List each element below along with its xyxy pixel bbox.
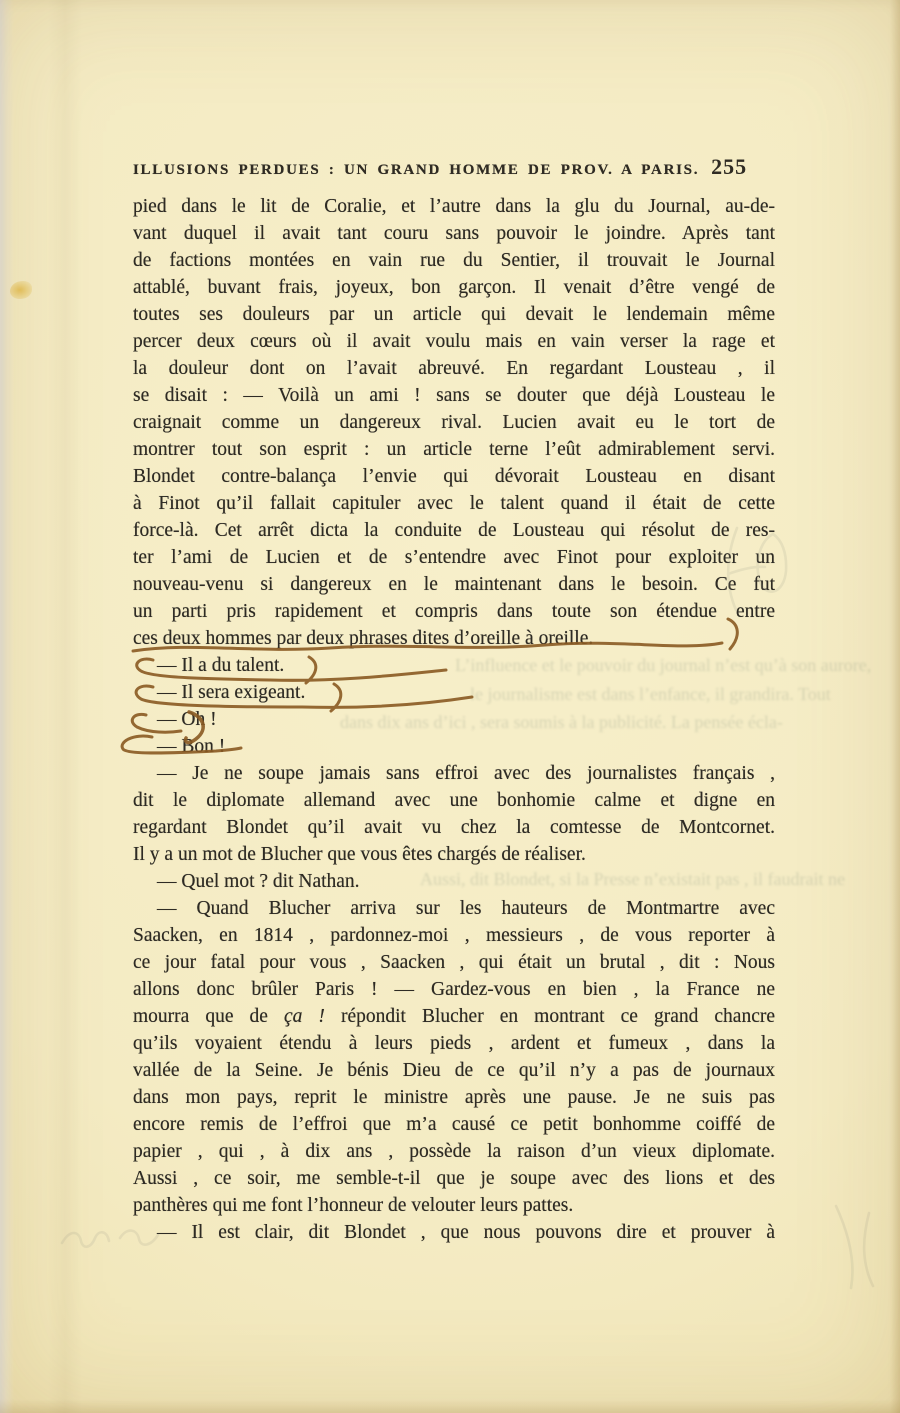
text-line: toutes ses douleurs par un article qui devait le lendemain même: [133, 304, 775, 325]
text-line: — Oh !: [157, 709, 217, 730]
text-line: attablé, buvant frais, joyeux, bon garçon. Il venait d’être vengé de: [133, 277, 775, 298]
text-line: — Quand Blucher arriva sur les hauteurs de Montmartre avec: [157, 898, 775, 919]
text-line: nouveau-venu si dangereux en le maintenant dans le besoin. Ce fut: [133, 574, 775, 595]
text-line: ce jour fatal pour vous , Saacken , qui était un brutal , dit : Nous: [133, 952, 775, 973]
text-line: qu’ils voyaient étendu à leurs pieds , ardent et fumeux , dans la: [133, 1033, 775, 1054]
text-line: Aussi , ce soir, me semble-t-il que je soupe avec des lions et des: [133, 1168, 775, 1189]
text-line: — Il est clair, dit Blondet , que nous pouvons dire et prouver à: [157, 1222, 775, 1243]
text-line: allons donc brûler Paris ! — Gardez-vous en bien , la France ne: [133, 979, 775, 1000]
page-showthrough: le journalisme est dans l’enfance, il grandira. Tout: [470, 684, 831, 704]
text-line: dit le diplomate allemand avec une bonhomie calme et digne en: [133, 790, 775, 811]
faded-handwriting-bottom-right: [836, 1206, 873, 1288]
paper-stain: [10, 281, 32, 299]
text-line: — Bon !: [157, 736, 226, 757]
text-line: se disait : — Voilà un ami ! sans se douter que déjà Lousteau le: [133, 385, 775, 406]
text-line: ces deux hommes par deux phrases dites d’oreille à oreille.: [133, 628, 594, 649]
text-line: panthères qui me font l’honneur de velouter leurs pattes.: [133, 1195, 574, 1216]
paper-crease: [48, 0, 82, 1413]
text-line: un parti pris rapidement et compris dans toute son étendue entre: [133, 601, 775, 622]
text-line: vant duquel il avait tant couru sans pouvoir le joindre. Après tant: [133, 223, 775, 244]
text-line: mourra que de ça ! répondit Blucher en montrant ce grand chancre: [133, 1006, 775, 1027]
page-right-edge: [890, 0, 900, 1413]
text-line: montrer tout son esprit : un article terne l’eût admirablement servi.: [133, 439, 775, 460]
text-line: encore remis de l’effroi que m’a causé ce petit bonhomme coiffé de: [133, 1114, 775, 1135]
text-line: percer deux cœurs où il avait voulu mais en vain verser la rage et: [133, 331, 775, 352]
page-text: [133, 193, 775, 1246]
text-line: Il y a un mot de Blucher que vous êtes chargés de réaliser.: [133, 844, 586, 865]
page-showthrough: L’influence et le pouvoir du journal n’est qu’à son aurore,: [455, 655, 872, 675]
text-line: Blondet contre-balança l’envie qui dévorait Lousteau en disant: [133, 466, 775, 487]
text-line: — Quel mot ? dit Nathan.: [157, 871, 360, 892]
text-line: pied dans le lit de Coralie, et l’autre dans la glu du Journal, au-de-: [133, 196, 775, 217]
text-line: la douleur dont on l’avait abreuvé. En regardant Lousteau , il: [133, 358, 775, 379]
text-line: regardant Blondet qu’il avait vu chez la comtesse de Montcornet.: [133, 817, 775, 838]
text-line: papier , qui , à dix ans , possède la raison d’un vieux diplomate.: [133, 1141, 775, 1162]
running-title: ILLUSIONS PERDUES : UN GRAND HOMME DE PROV. A PARIS.: [133, 162, 700, 178]
text-line: Saacken, en 1814 , pardonnez-moi , messieurs , de vous reporter à: [133, 925, 775, 946]
text-line: force-là. Cet arrêt dicta la conduite de Lousteau qui résolut de res-: [133, 520, 775, 541]
text-line: vallée de la Seine. Je bénis Dieu de ce qu’il n’y a pas de journaux: [133, 1060, 775, 1081]
page-number: 255: [711, 154, 748, 179]
page-showthrough: dans dix ans d’ici , sera soumis à la publicité. La pensée écla-: [340, 712, 783, 732]
text-line: de factions montées en vain rue du Sentier, il trouvait le Journal: [133, 250, 775, 271]
text-line: — Il a du talent.: [157, 655, 285, 676]
text-line: craignait comme un dangereux rival. Lucien avait eu le tort de: [133, 412, 775, 433]
text-line: à Finot qu’il fallait capituler avec le talent quand il était de cette: [133, 493, 775, 514]
page-left-edge: [0, 0, 14, 1413]
page-bottom-edge: [0, 1399, 900, 1413]
text-line: — Il sera exigeant.: [157, 682, 306, 703]
running-header: [133, 154, 793, 180]
page-showthrough: Aussi, dit Blondet, si la Presse n’existait pas , il faudrait ne: [420, 869, 845, 889]
text-line: — Je ne soupe jamais sans effroi avec des journalistes français ,: [157, 763, 775, 784]
text-line: dans mon pays, reprit le ministre après une pause. Je ne suis pas: [133, 1087, 775, 1108]
text-line: ter l’ami de Lucien et de s’entendre avec Finot pour exploiter un: [133, 547, 775, 568]
